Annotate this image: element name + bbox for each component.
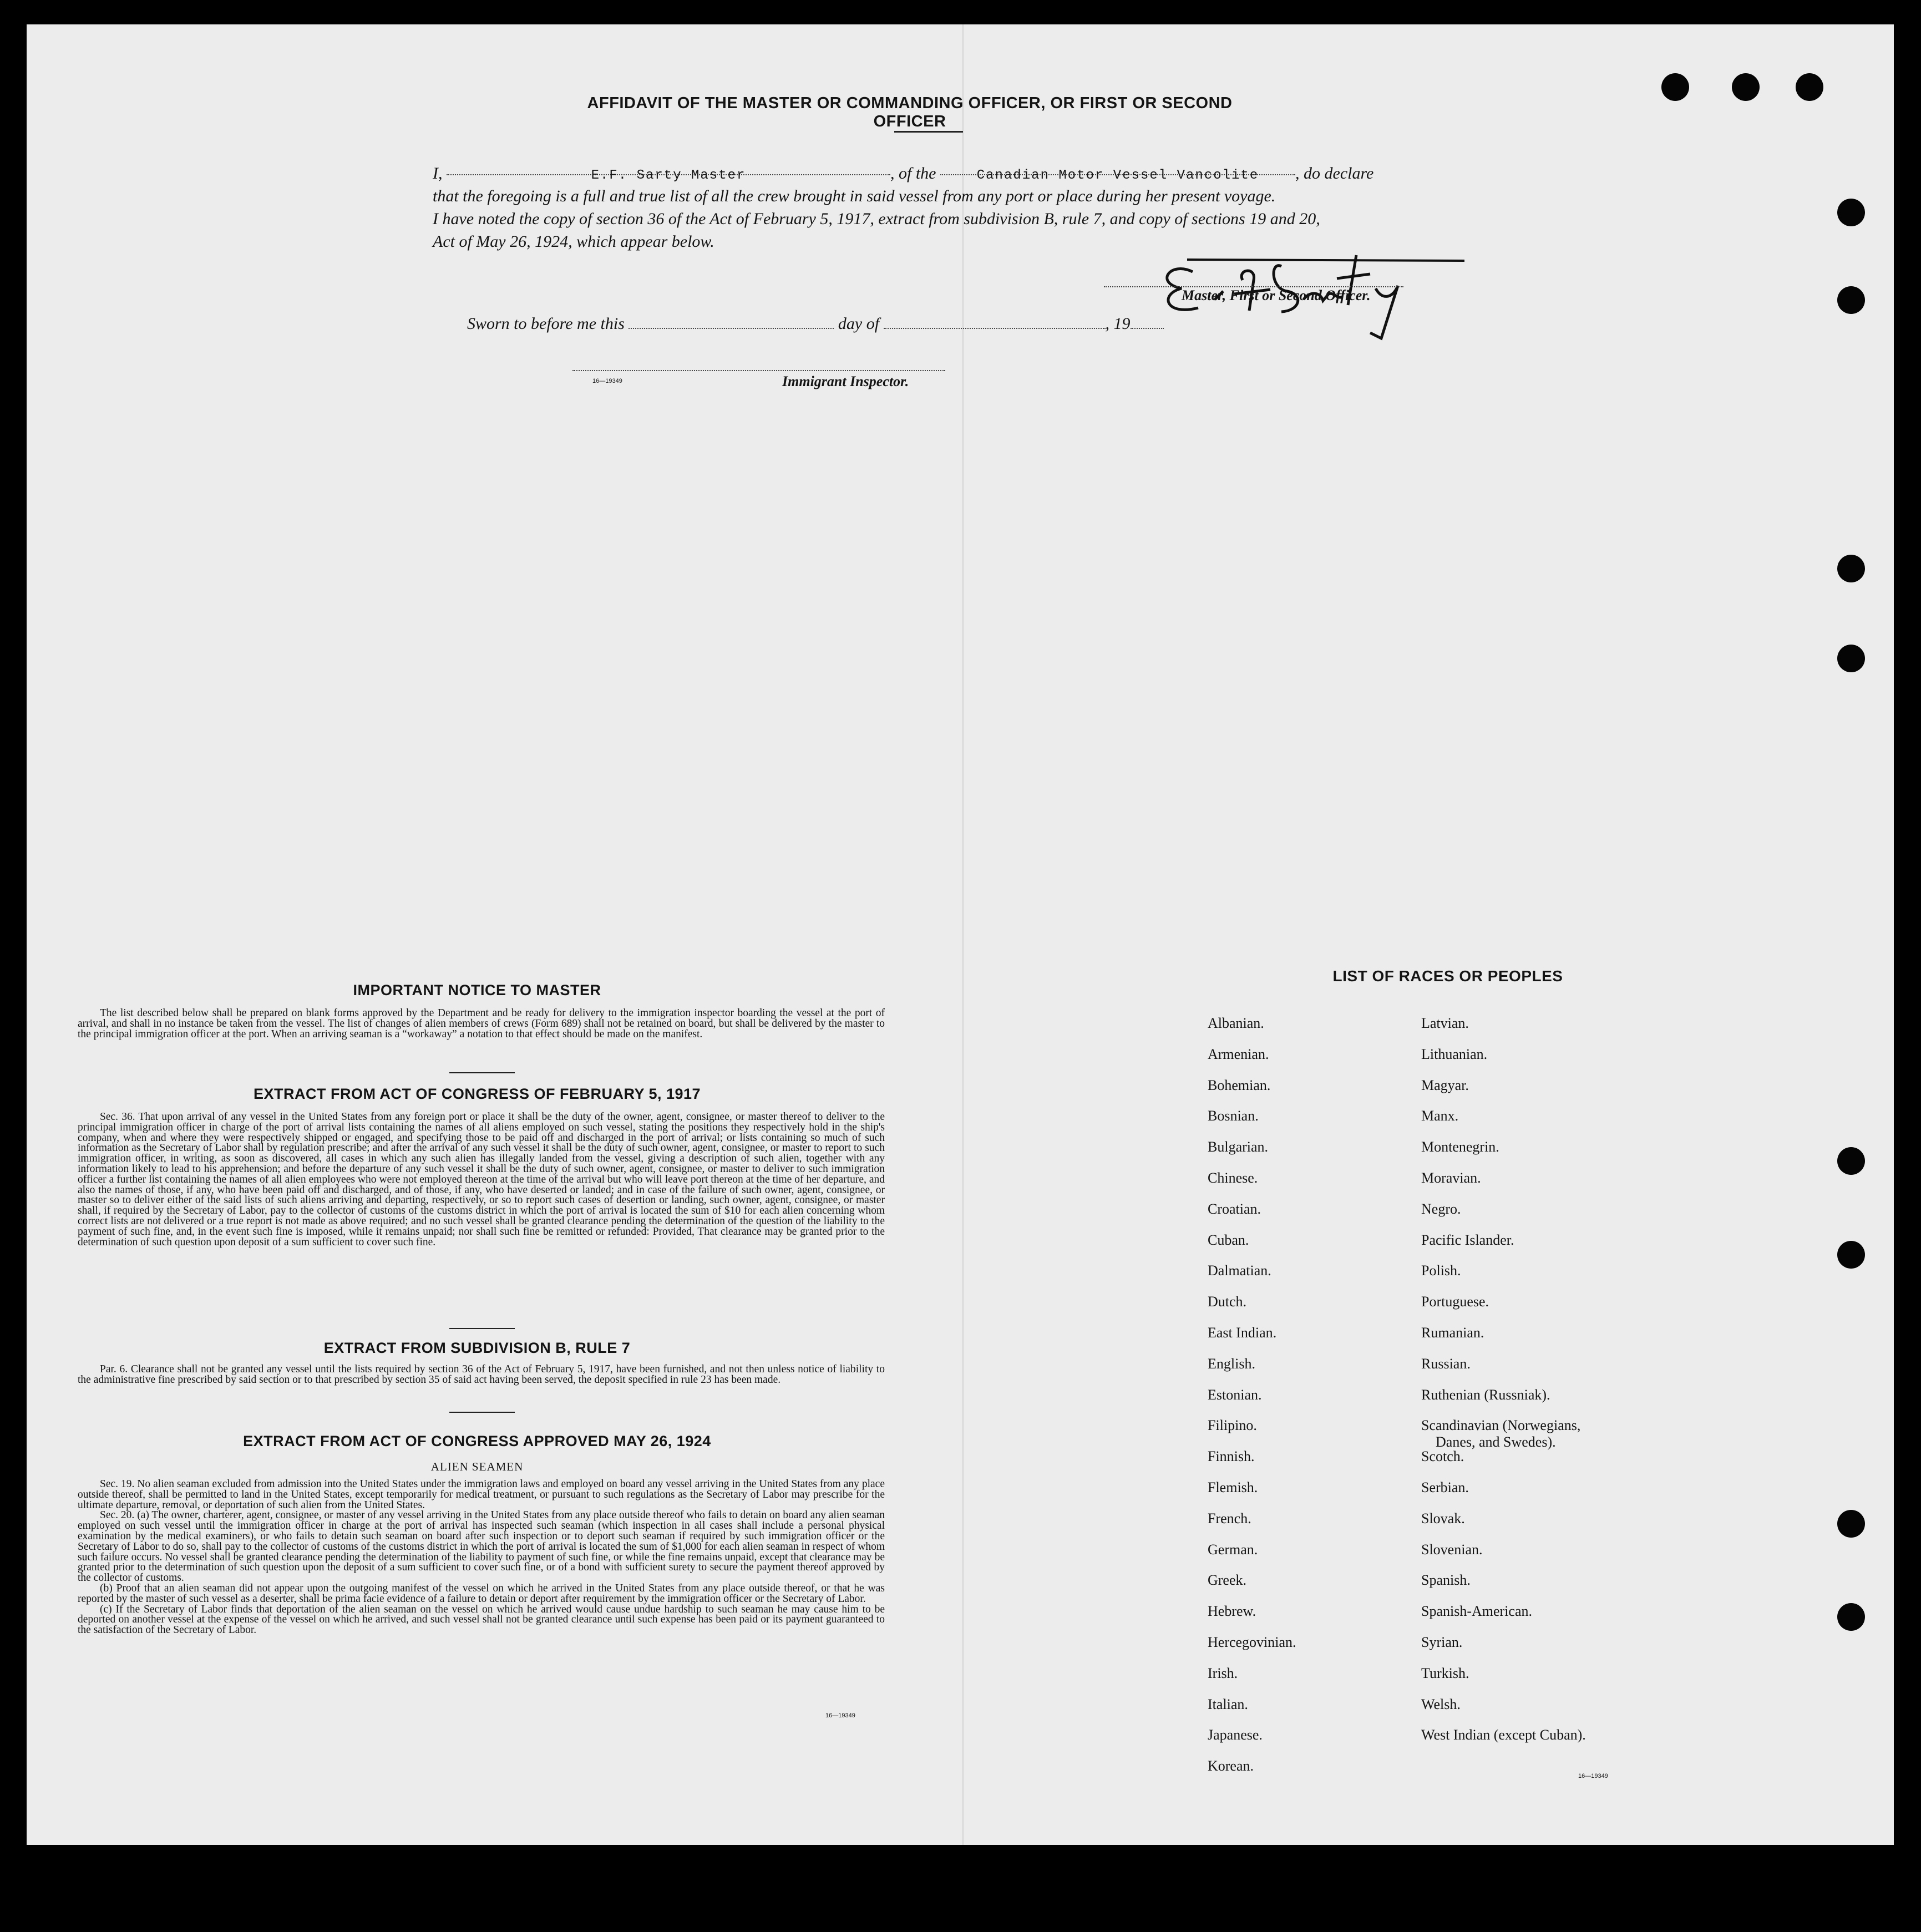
race-item: Slovenian. [1421, 1541, 1483, 1558]
sworn-day-of: day of [838, 315, 880, 333]
race-item: German. [1208, 1541, 1258, 1558]
declaration-line-3: I have noted the copy of section 36 of the Act of February 5, 1917, extract from subdivision B, rule 7, and copy of sections 19 and 20, [433, 210, 1320, 228]
affidavit-title: AFFIDAVIT OF THE MASTER OR COMMANDING OFFICER, OR FIRST OR SECOND OFFICER [587, 94, 1233, 130]
race-item: Bulgarian. [1208, 1139, 1269, 1155]
race-item: Moravian. [1421, 1170, 1481, 1186]
race-item: Flemish. [1208, 1479, 1258, 1495]
race-item: Cuban. [1208, 1231, 1249, 1248]
punch-hole [1837, 1147, 1865, 1175]
declaration-of-the: , of the [890, 164, 936, 182]
sworn-line [467, 312, 1164, 335]
race-item: Welsh. [1421, 1696, 1461, 1712]
signature-caption: Master, First or Second Officer. [1182, 287, 1371, 303]
extract-1924-subheading: ALIEN SEAMEN [430, 1460, 524, 1473]
race-item: Scotch. [1421, 1448, 1464, 1465]
race-item: Spanish. [1421, 1572, 1471, 1589]
punch-hole [1837, 1603, 1865, 1631]
sworn-year: , 19 [1105, 315, 1131, 333]
race-item: Montenegrin. [1421, 1139, 1499, 1155]
race-item: Lithuanian. [1421, 1046, 1488, 1062]
vessel-name-field [940, 162, 1295, 183]
race-item: Filipino. [1208, 1417, 1257, 1434]
sec-20c-text: (c) If the Secretary of Labor finds that deportation of the alien seaman on the vessel on which he arrived would cause undue hardship to such seaman he may cause him to be deported on another vessel at the expense of the vessel on which he arrived, and such vessel shall not be granted clearance until such expense has been paid or its payment guaranteed to the satisfaction of the Secretary of Labor. [78, 1603, 885, 1636]
race-item: Latvian. [1421, 1015, 1469, 1031]
race-item: Albanian. [1208, 1015, 1264, 1031]
title-underline [894, 131, 963, 133]
punch-hole [1837, 199, 1865, 226]
race-item: Hebrew. [1208, 1603, 1256, 1620]
race-item: Syrian. [1421, 1634, 1463, 1650]
race-item: Hercegovinian. [1208, 1634, 1296, 1650]
punch-hole [1837, 555, 1865, 582]
section-divider [449, 1412, 515, 1413]
race-item: Dutch. [1208, 1294, 1247, 1310]
race-item: Pacific Islander. [1421, 1231, 1514, 1248]
race-item: Turkish. [1421, 1665, 1469, 1681]
sworn-month-field [884, 316, 1106, 329]
extract-1924-heading: EXTRACT FROM ACT OF CONGRESS APPROVED MAY 26, 1924 [243, 1433, 711, 1449]
race-item: Manx. [1421, 1108, 1459, 1124]
punch-hole [1732, 73, 1760, 101]
form-number-left: 16—19349 [825, 1712, 855, 1719]
sec-19-text: Sec. 19. No alien seaman excluded from admission into the United States under the immigration laws and employed on board any vessel arriving in the United States from any place outside thereof, shall be permitted to land in the United States, except temporarily for medical treatment, or pursuant to such regulations as the Secretary of Labor may prescribe for the ultimate departure, removal, or deportation of such alien from the United States. [78, 1478, 885, 1511]
race-item: Rumanian. [1421, 1325, 1484, 1341]
race-item: Spanish-American. [1421, 1603, 1533, 1620]
race-item: Armenian. [1208, 1046, 1269, 1062]
notice-text: The list described below shall be prepared on blank forms approved by the Department and be ready for delivery to the immigration inspector boarding the vessel at the port of arrival, and shall in no instance be taken from the vessel. The list of changes of alien members of crews (Form 689) shall not be retained on board, but shall be delivered by the master to the principal immigration officer at the port. When an arriving seaman is a “workaway” a notation to that effect should be made on the manifest. [78, 1007, 885, 1040]
extract-rule7-heading: EXTRACT FROM SUBDIVISION B, RULE 7 [323, 1340, 631, 1356]
race-item: English. [1208, 1355, 1255, 1372]
declaration-prefix: I, [433, 164, 443, 182]
extract-1924-text [78, 1479, 885, 1636]
race-item: Ruthenian (Russniak). [1421, 1386, 1550, 1403]
declaration-line-2: that the foregoing is a full and true list of all the crew brought in said vessel from any port or place during her present voyage. [433, 187, 1276, 205]
race-item: Serbian. [1421, 1479, 1469, 1495]
race-item: Irish. [1208, 1665, 1238, 1681]
section-divider [449, 1328, 515, 1329]
sworn-day-field [628, 316, 834, 329]
race-item: Italian. [1208, 1696, 1248, 1712]
race-item: Bohemian. [1208, 1077, 1271, 1093]
race-item: Slovak. [1421, 1510, 1465, 1527]
inspector-signature-line [572, 370, 945, 371]
race-item: Greek. [1208, 1572, 1247, 1589]
punch-hole [1661, 73, 1689, 101]
sec-20b-text: (b) Proof that an alien seaman did not appear upon the outgoing manifest of the vessel on which he arrived in the United States from any place outside thereof, or that he was reported by the master of such vessel as a deserter, shall be prima facie evidence of a failure to detain or deport after requirement by the immigration officer or the Secretary of Labor. [78, 1582, 885, 1605]
punch-hole [1837, 286, 1865, 314]
sec-20a-text: Sec. 20. (a) The owner, charterer, agent, consignee, or master of any vessel arriving in the United States from any place outside thereof who fails to detain on board any alien seaman employed on such vessel until the immigration officer in charge at the port of arrival has inspected such seaman (which inspection in all cases shall include a personal physical examination by the medical examiners), or who fails to detain such seaman on board after such inspection or to deport such seaman if required by such immigration officer or the Secretary of Labor to do so, shall pay to the collector of customs of the customs district in which the port of arrival is located the sum of $1,000 for each alien seaman in respect of whom such failure occurs. No vessel shall be granted clearance pending the determination of the liability to payment of such fine, or while the fine remains unpaid, except that clearance may be granted prior to the determination of such question upon the deposit of a sum sufficient to cover such fine, or of a bond with sufficient surety to secure the payment thereof approved by the collector of customs. [78, 1509, 885, 1584]
race-item: Scandinavian (Norwegians, [1421, 1417, 1581, 1434]
race-item: Russian. [1421, 1355, 1471, 1372]
master-name-field [447, 162, 890, 183]
punch-hole [1837, 1510, 1865, 1538]
race-item: Negro. [1421, 1200, 1461, 1217]
race-item: Chinese. [1208, 1170, 1258, 1186]
page-fold [962, 24, 964, 1845]
vessel-name: Canadian Motor Vessel Vancolite [976, 168, 1259, 183]
punch-hole [1837, 645, 1865, 672]
punch-hole [1837, 1241, 1865, 1269]
extract-rule7-text: Par. 6. Clearance shall not be granted any vessel until the lists required by section 36 of the Act of February 5, 1917, have been furnished, and not then unless notice of liability to the administrative fine prescribed by said section or to that prescribed by section 35 of said act having been served, the deposit specified in rule 23 has been made. [78, 1363, 885, 1386]
race-item: Magyar. [1421, 1077, 1469, 1093]
race-item: Bosnian. [1208, 1108, 1259, 1124]
race-item: Croatian. [1208, 1200, 1261, 1217]
race-item: French. [1208, 1510, 1251, 1527]
race-item: Finnish. [1208, 1448, 1255, 1465]
section-divider [449, 1072, 515, 1073]
declaration-do-declare: , do declare [1295, 164, 1374, 182]
race-item: Dalmatian. [1208, 1262, 1271, 1279]
race-item: Japanese. [1208, 1727, 1263, 1743]
master-name: E.F. Sarty Master [591, 168, 746, 183]
race-item: East Indian. [1208, 1325, 1277, 1341]
race-item: Polish. [1421, 1262, 1461, 1279]
race-item: Portuguese. [1421, 1294, 1489, 1310]
races-heading: LIST OF RACES OR PEOPLES [1332, 967, 1563, 985]
declaration-line-4: Act of May 26, 1924, which appear below. [433, 232, 714, 251]
declaration-line-1 [433, 162, 1373, 185]
race-item: Estonian. [1208, 1386, 1262, 1403]
sworn-prefix: Sworn to before me this [467, 315, 625, 333]
race-item: Danes, and Swedes). [1436, 1434, 1556, 1451]
punch-hole [1796, 73, 1823, 101]
inspector-caption: Immigrant Inspector. [782, 373, 909, 389]
form-number-top: 16—19349 [592, 378, 622, 384]
sworn-year-field [1131, 316, 1164, 329]
race-item: West Indian (except Cuban). [1421, 1727, 1586, 1743]
form-number-right: 16—19349 [1578, 1773, 1608, 1779]
extract-1917-heading: EXTRACT FROM ACT OF CONGRESS OF FEBRUARY 5, 1917 [253, 1086, 701, 1102]
notice-heading: IMPORTANT NOTICE TO MASTER [353, 982, 601, 998]
race-item: Korean. [1208, 1758, 1254, 1774]
extract-1917-text: Sec. 36. That upon arrival of any vessel in the United States from any foreign port or place it shall be the duty of the owner, agent, consignee, or master thereof to deliver to the principal immigration officer in charge of the port of arrival lists containing the names of all aliens employed on such vessel, stating the positions they respectively hold in the ship's company, when and where they were respectively shipped or engaged, and specifying those to be paid off and discharged in the port of arrival; or lists containing so much of such information as the Secretary of Labor shall by regulation prescribe; and after the arrival of any such vessel it shall be the duty of such owner, agent, consignee, or master to report to such immigration officer, in writing, as soon as discovered, all cases in which any such alien has illegally landed from the vessel, giving a description of such alien, together with any information likely to lead to his apprehension; and before the departure of any such vessel it shall be the duty of such owner, agent, consignee, or master to deliver to such immigration officer a further list containing the names of all alien employees who were not employed thereon at the time of the arrival but who will leave port thereon at the time of her departure, and also the names of those, if any, who have been paid off and discharged, and of those, if any, who have deserted or landed; and in case of the failure of such owner, agent, consignee, or master so to deliver either of the said lists of such aliens arriving and departing, respectively, or so to report such cases of desertion or landing, such owner, agent, consignee, or master shall, if required by the Secretary of Labor, pay to the collector of customs of the customs district in which the port of arrival is located the sum of $10 for each alien concerning whom correct lists are not delivered or a true report is not made as above required; and no such vessel shall be granted clearance pending the determination of the question of the liability to the payment of such fine, and, in the event such fine is imposed, while it remains unpaid; nor shall such fine be remitted or refunded: Provided, That clearance may be granted prior to the determination of such question upon deposit of a sum sufficient to cover such fine. [78, 1111, 885, 1248]
